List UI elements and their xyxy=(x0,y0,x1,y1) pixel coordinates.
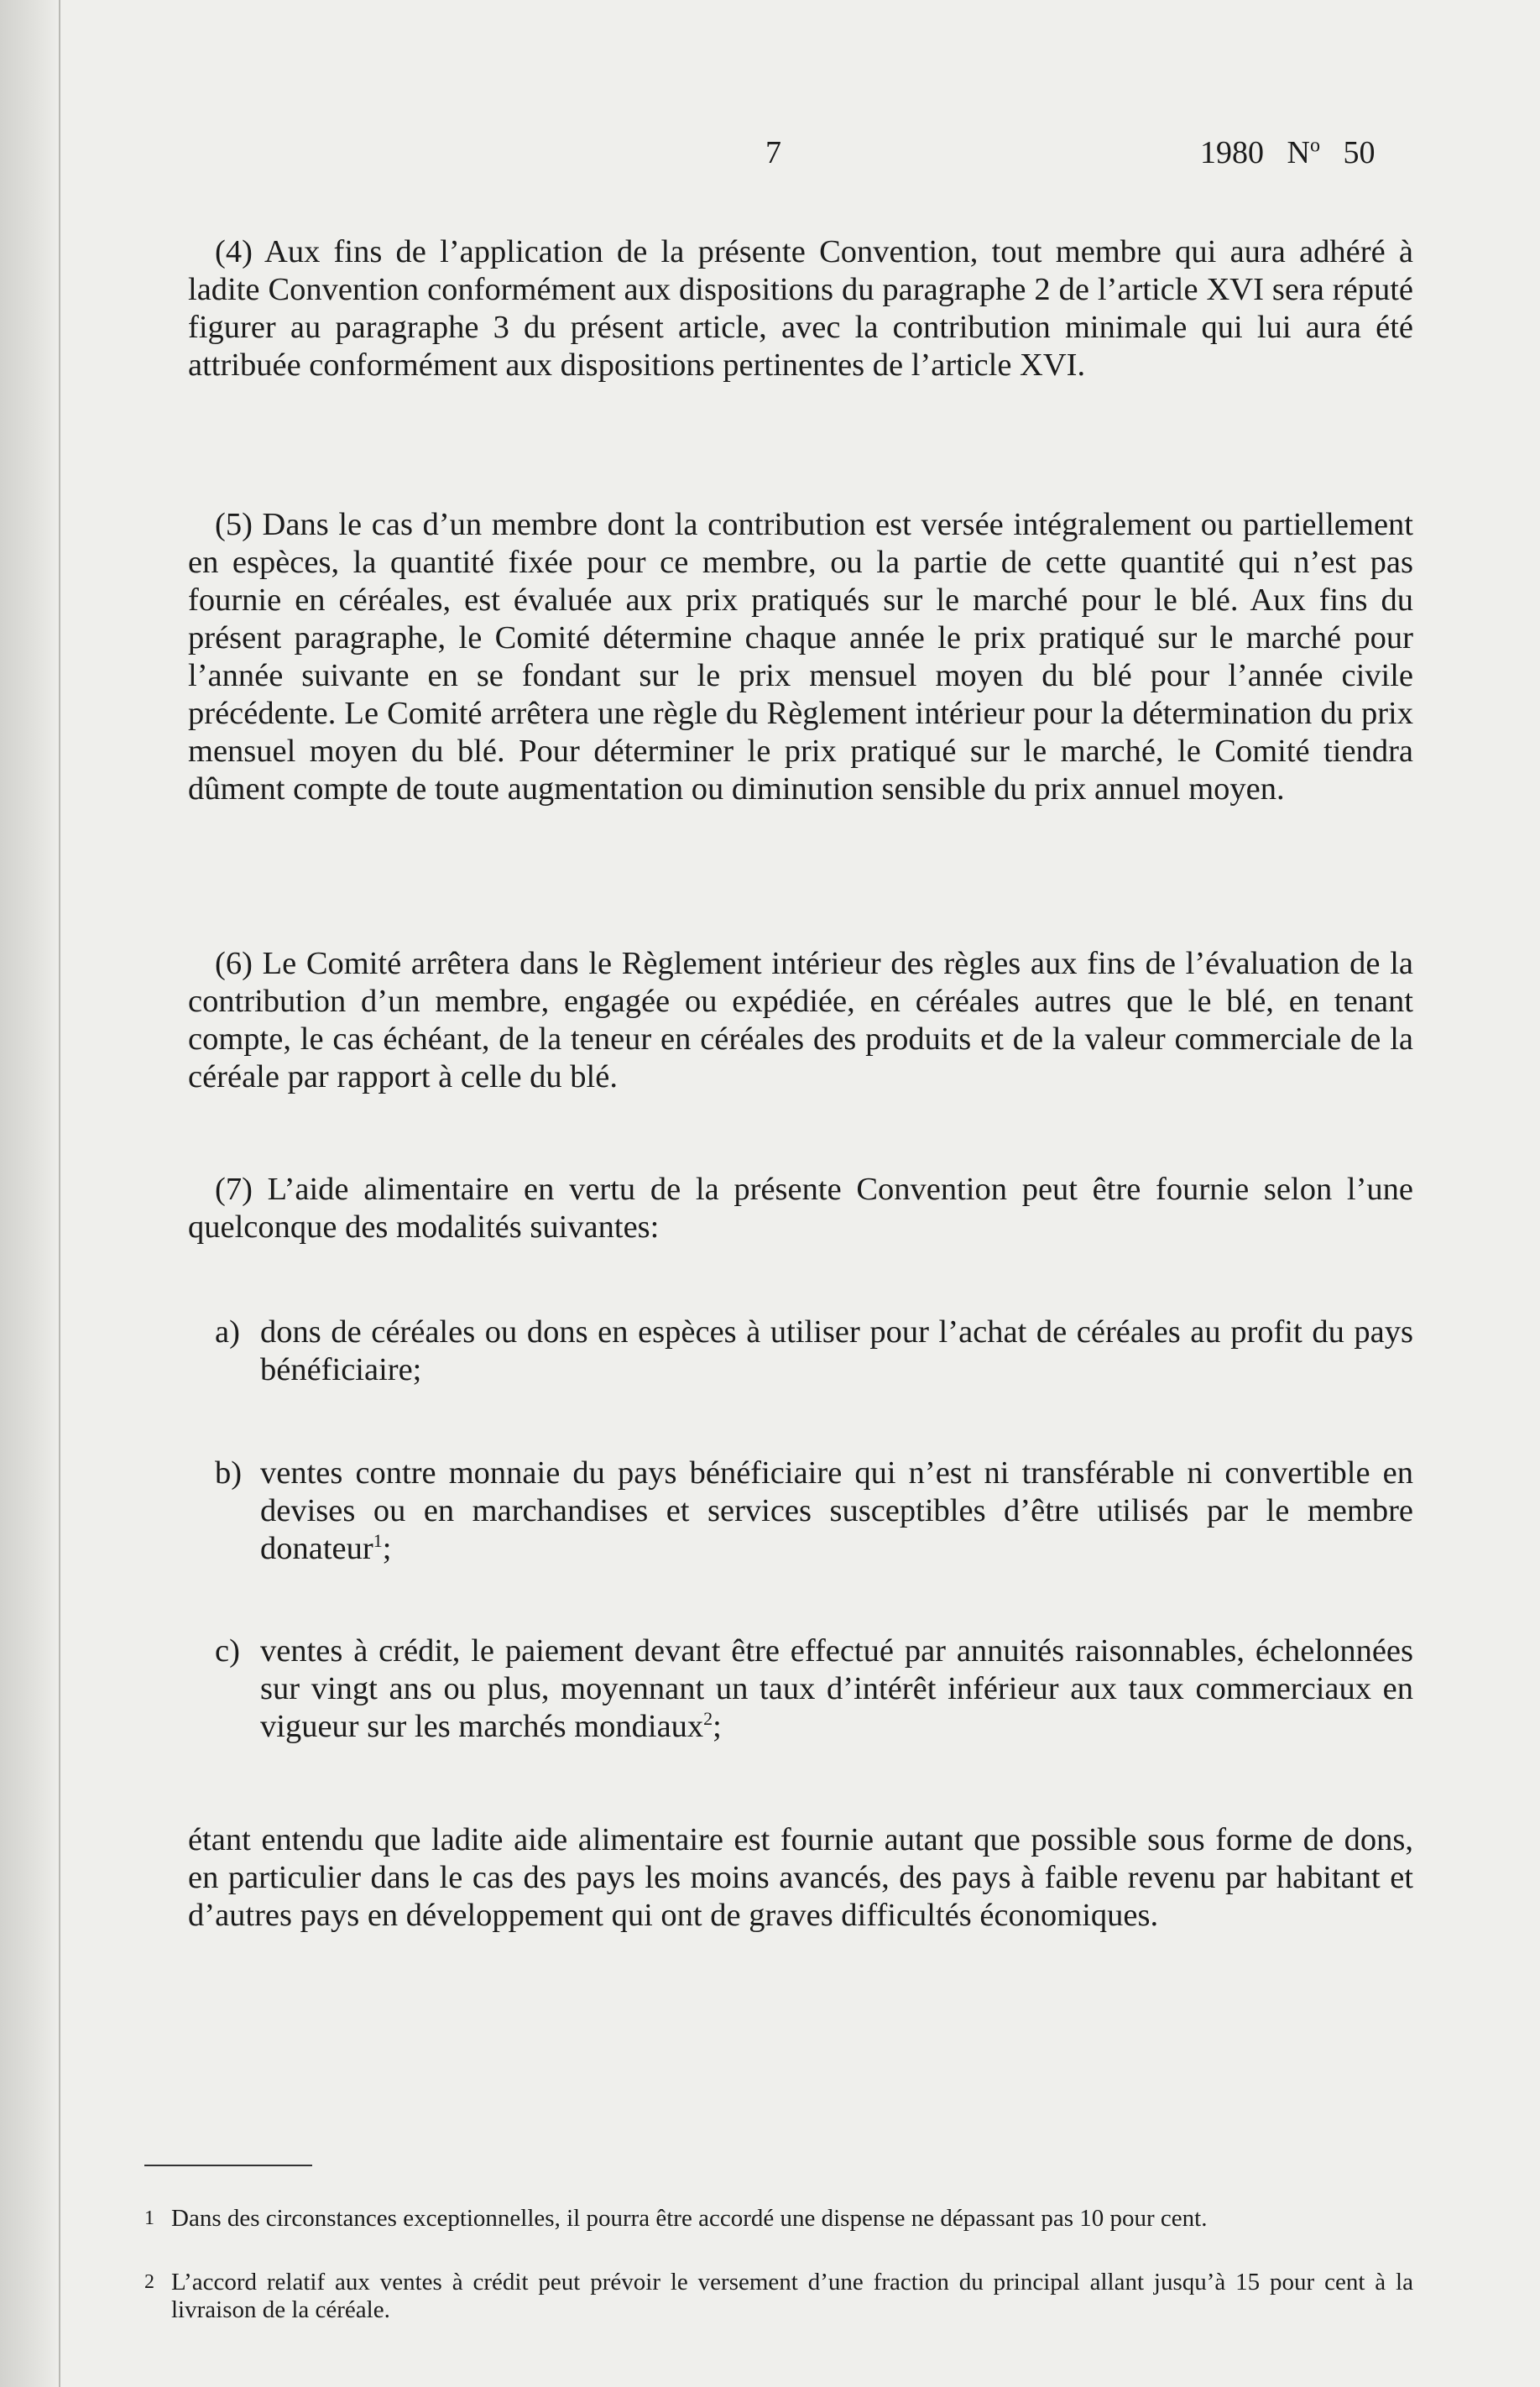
list-item-text: ventes à crédit, le paiement devant être effectué par annuités raisonnables, échelonnées sur vingt ans ou plus, moyennant un taux d’intérêt inférieur aux taux commerciaux en vigueur sur les marchés mondiaux xyxy=(260,1633,1413,1744)
footnote-number: 1 xyxy=(144,2207,154,2229)
page-binding-shadow xyxy=(0,0,60,2387)
list-item-body xyxy=(260,1632,1413,1746)
list-item-text: ventes contre monnaie du pays bénéficiaire qui n’est ni transférable ni convertible en devises ou en marchandises et services susceptibles d’être utilisés par le membre donateur xyxy=(260,1455,1413,1566)
paragraph-6-text: (6) Le Comité arrêtera dans le Règlement intérieur des règles aux fins de l’évaluation de la contribution d’un membre, engagée ou expédiée, en céréales autres que le blé, en tenant compte, le cas échéant, de la teneur en céréales des produits et de la valeur commerciale de la céréale par rapport à celle du blé. xyxy=(188,946,1413,1094)
series-reference xyxy=(1200,134,1375,171)
series-year: 1980 xyxy=(1200,135,1264,170)
series-number-prefix: N xyxy=(1287,135,1310,170)
paragraph-6 xyxy=(188,945,1413,1096)
list-item-marker: a) xyxy=(215,1314,240,1350)
footnote-number: 2 xyxy=(144,2271,154,2293)
footnote-text: L’accord relatif aux ventes à crédit peut prévoir le versement d’une fraction du principal allant jusqu’à 15 pour cent à la livraison de la céréale. xyxy=(171,2269,1413,2323)
footnote-ref-2: 2 xyxy=(703,1708,713,1729)
paragraph-4-text: (4) Aux fins de l’application de la présente Convention, tout membre qui aura adhéré à ladite Convention conformément aux dispositions du paragraphe 2 de l’article XVI sera réputé figurer au paragraphe 3 du présent article, avec la contribution minimale qui lui aura été attribuée conformément aux dispositions pertinentes de l’article XVI. xyxy=(188,234,1413,383)
list-item-c xyxy=(215,1632,1413,1746)
footnote-ref-1: 1 xyxy=(373,1530,383,1551)
page-header xyxy=(0,134,1540,178)
closing-paragraph xyxy=(188,1821,1413,1935)
series-number: 50 xyxy=(1343,135,1376,170)
footnote-separator xyxy=(144,2165,312,2166)
footnote-1 xyxy=(144,2205,1413,2233)
closing-paragraph-text: étant entendu que ladite aide alimentaire est fournie autant que possible sous forme de dons, en particulier dans le cas des pays les moins avancés, des pays à faible revenu par habitant et d’autres pays en développement qui ont de graves difficultés économiques. xyxy=(188,1822,1413,1933)
list-item-a xyxy=(215,1314,1413,1389)
paragraph-4 xyxy=(188,233,1413,384)
list-item-b xyxy=(215,1455,1413,1568)
binding-edge xyxy=(59,0,60,2387)
list-item-tail: ; xyxy=(382,1531,392,1566)
series-number-sup: o xyxy=(1309,134,1320,157)
paragraph-7 xyxy=(188,1171,1413,1246)
footnote-2 xyxy=(144,2269,1413,2324)
paragraph-5-text: (5) Dans le cas d’un membre dont la contribution est versée intégralement ou partiellement en espèces, la quantité fixée pour ce membre, ou la partie de cette quantité qui n’est pas fournie en céréales, est évaluée aux prix pratiqués sur le marché pour le blé. Aux fins du présent paragraphe, le Comité détermine chaque année le prix pratiqué sur le marché pour l’année suivante en se fondant sur le prix mensuel moyen du blé pour l’année civile précédente. Le Comité arrêtera une règle du Règlement intérieur pour la détermination du prix mensuel moyen du blé. Pour déterminer le prix pratiqué sur le marché, le Comité tiendra dûment compte de toute augmentation ou diminution sensible du prix annuel moyen. xyxy=(188,507,1413,807)
list-item-text: dons de céréales ou dons en espèces à utiliser pour l’achat de céréales au profit du pays bénéficiaire; xyxy=(260,1314,1413,1387)
list-item-marker: c) xyxy=(215,1633,240,1669)
paragraph-5 xyxy=(188,506,1413,808)
page-number: 7 xyxy=(765,135,781,170)
list-item-body xyxy=(260,1455,1413,1568)
list-item-marker: b) xyxy=(215,1455,243,1491)
paragraph-7-text: (7) L’aide alimentaire en vertu de la présente Convention peut être fournie selon l’une quelconque des modalités suivantes: xyxy=(188,1172,1413,1245)
footnote-text: Dans des circonstances exceptionnelles, il pourra être accordé une dispense ne dépassant pas 10 pour cent. xyxy=(171,2205,1208,2232)
list-item-tail: ; xyxy=(713,1709,722,1744)
